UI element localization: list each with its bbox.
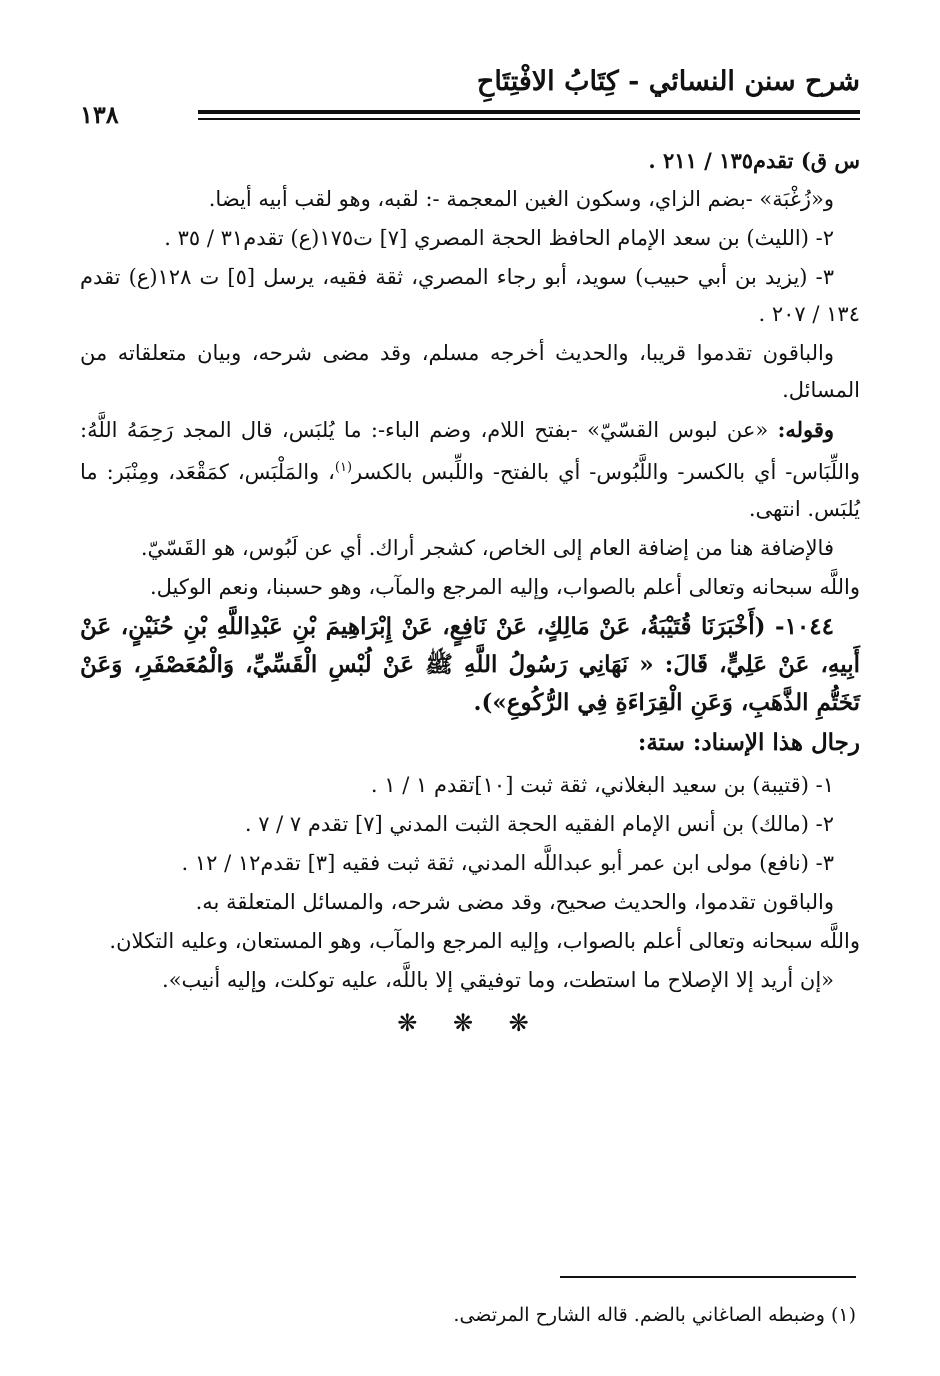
line-reference: س ق) تقدم١٣٥ / ٢١١ .	[648, 148, 860, 173]
narrator-qutayba: ١- (قتيبة) بن سعيد البغلاني، ثقة ثبت [١٠]تقدم ١ / ١ .	[370, 773, 834, 797]
page-number-area	[78, 100, 198, 132]
narrator-malik: ٢- (مالك) بن أنس الإمام الفقيه الحجة الثبت المدني [٧] تقدم ٧ / ٧ .	[244, 812, 834, 836]
narrator-nafi: ٣- (نافع) مولى ابن عمر أبو عبداللَّه المدني، ثقة ثبت فقيه [٣] تقدم١٢ / ١٢ .	[181, 851, 834, 875]
page-number: ١٣٨	[80, 100, 119, 129]
para-closing-2: واللَّه سبحانه وتعالى أعلم بالصواب، وإليه المرجع والمآب، وهو المستعان، وعليه التكلان.	[109, 929, 860, 953]
para-idafa: فالإضافة هنا من إضافة العام إلى الخاص، كشجر أراك. أي عن لَبُوس، هو القَسّيّ.	[140, 536, 834, 560]
footnote-text: (١) وضبطه الصاغاني بالضم. قاله الشارح المرتضى.	[453, 1304, 856, 1326]
section-end-ornament: ❋ ❋ ❋	[397, 1009, 543, 1037]
para-explanation-text: «عن لبوس القسّيّ» -بفتح اللام، وضم الباء-: ما يُلبَس، قال المجد رَحِمَهُ اللَّهُ: واللِّبَاس- أي بالكسر- واللَّبُوس- أي بالفتح- واللِّبس بالكسر	[80, 418, 860, 484]
main-body	[80, 142, 860, 1042]
para-remaining-2: والباقون تقدموا، والحديث صحيح، وقد مضى شرحه، والمسائل المتعلقة به.	[195, 890, 834, 914]
para-remaining: والباقون تقدموا قريبا، والحديث أخرجه مسلم، وقد مضى شرحه، وبيان متعلقاته من المسائل.	[80, 341, 860, 402]
para-closing-1: واللَّه سبحانه وتعالى أعلم بالصواب، وإليه المرجع والمآب، وهو حسبنا، ونعم الوكيل.	[149, 575, 860, 599]
line-narrator-yazid: ٣- (يزيد بن أبي حبيب) سويد، أبو رجاء المصري، ثقة فقيه، يرسل [٥] ت ١٢٨(ع) تقدم ١٣٤ / ٢٠٧ .	[80, 265, 860, 326]
footnote-reference[interactable]: (١)	[334, 460, 353, 475]
para-explanation	[80, 411, 860, 528]
section-heading: رجال هذا الإسناد: ستة:	[637, 729, 860, 756]
para-explanation-label: وقوله:	[777, 417, 834, 442]
header-title: شرح سنن النسائي - كِتَابُ الافْتِتَاحِ	[476, 66, 860, 97]
footnote-divider	[560, 1276, 856, 1278]
para-explanation-end: ، والمَلْبَس، كمَقْعَد، ومِنْبَر: ما يُلبَس. انتهى.	[80, 460, 860, 521]
line-zughba: و«زُغْبَة» -بضم الزاي، وسكون الغين المعجمة -: لقبه، وهو لقب أبيه أيضا.	[208, 187, 834, 211]
page-header	[78, 60, 860, 130]
line-narrator-layth: ٢- (الليث) بن سعد الإمام الحافظ الحجة المصري [٧] ت١٧٥(ع) تقدم٣١ / ٣٥ .	[164, 226, 834, 250]
hadith-text: ١٠٤٤- (أَخْبَرَنَا قُتَيْبَةُ، عَنْ مَالِكٍ، عَنْ نَافِعٍ، عَنْ إِبْرَاهِيمَ بْنِ عَبْدِاللَّهِ بْنِ حُنَيْنٍ، عَنْ أَبِيهِ، عَنْ عَلِيٍّ، قَالَ: « نَهَانِي رَسُولُ اللَّهِ ﷺ عَنْ لُبْسِ الْقَسِّيِّ، وَالْمُعَصْفَرِ، وَعَنْ تَخَتُّمِ الذَّهَبِ، وَعَنِ الْقِرَاءَةِ فِي الرُّكُوعِ»).	[80, 613, 860, 716]
para-quran-quote: «إن أريد إلا الإصلاح ما استطت، وما توفيقي إلا باللَّه، عليه توكلت، وإليه أنيب».	[162, 968, 834, 992]
